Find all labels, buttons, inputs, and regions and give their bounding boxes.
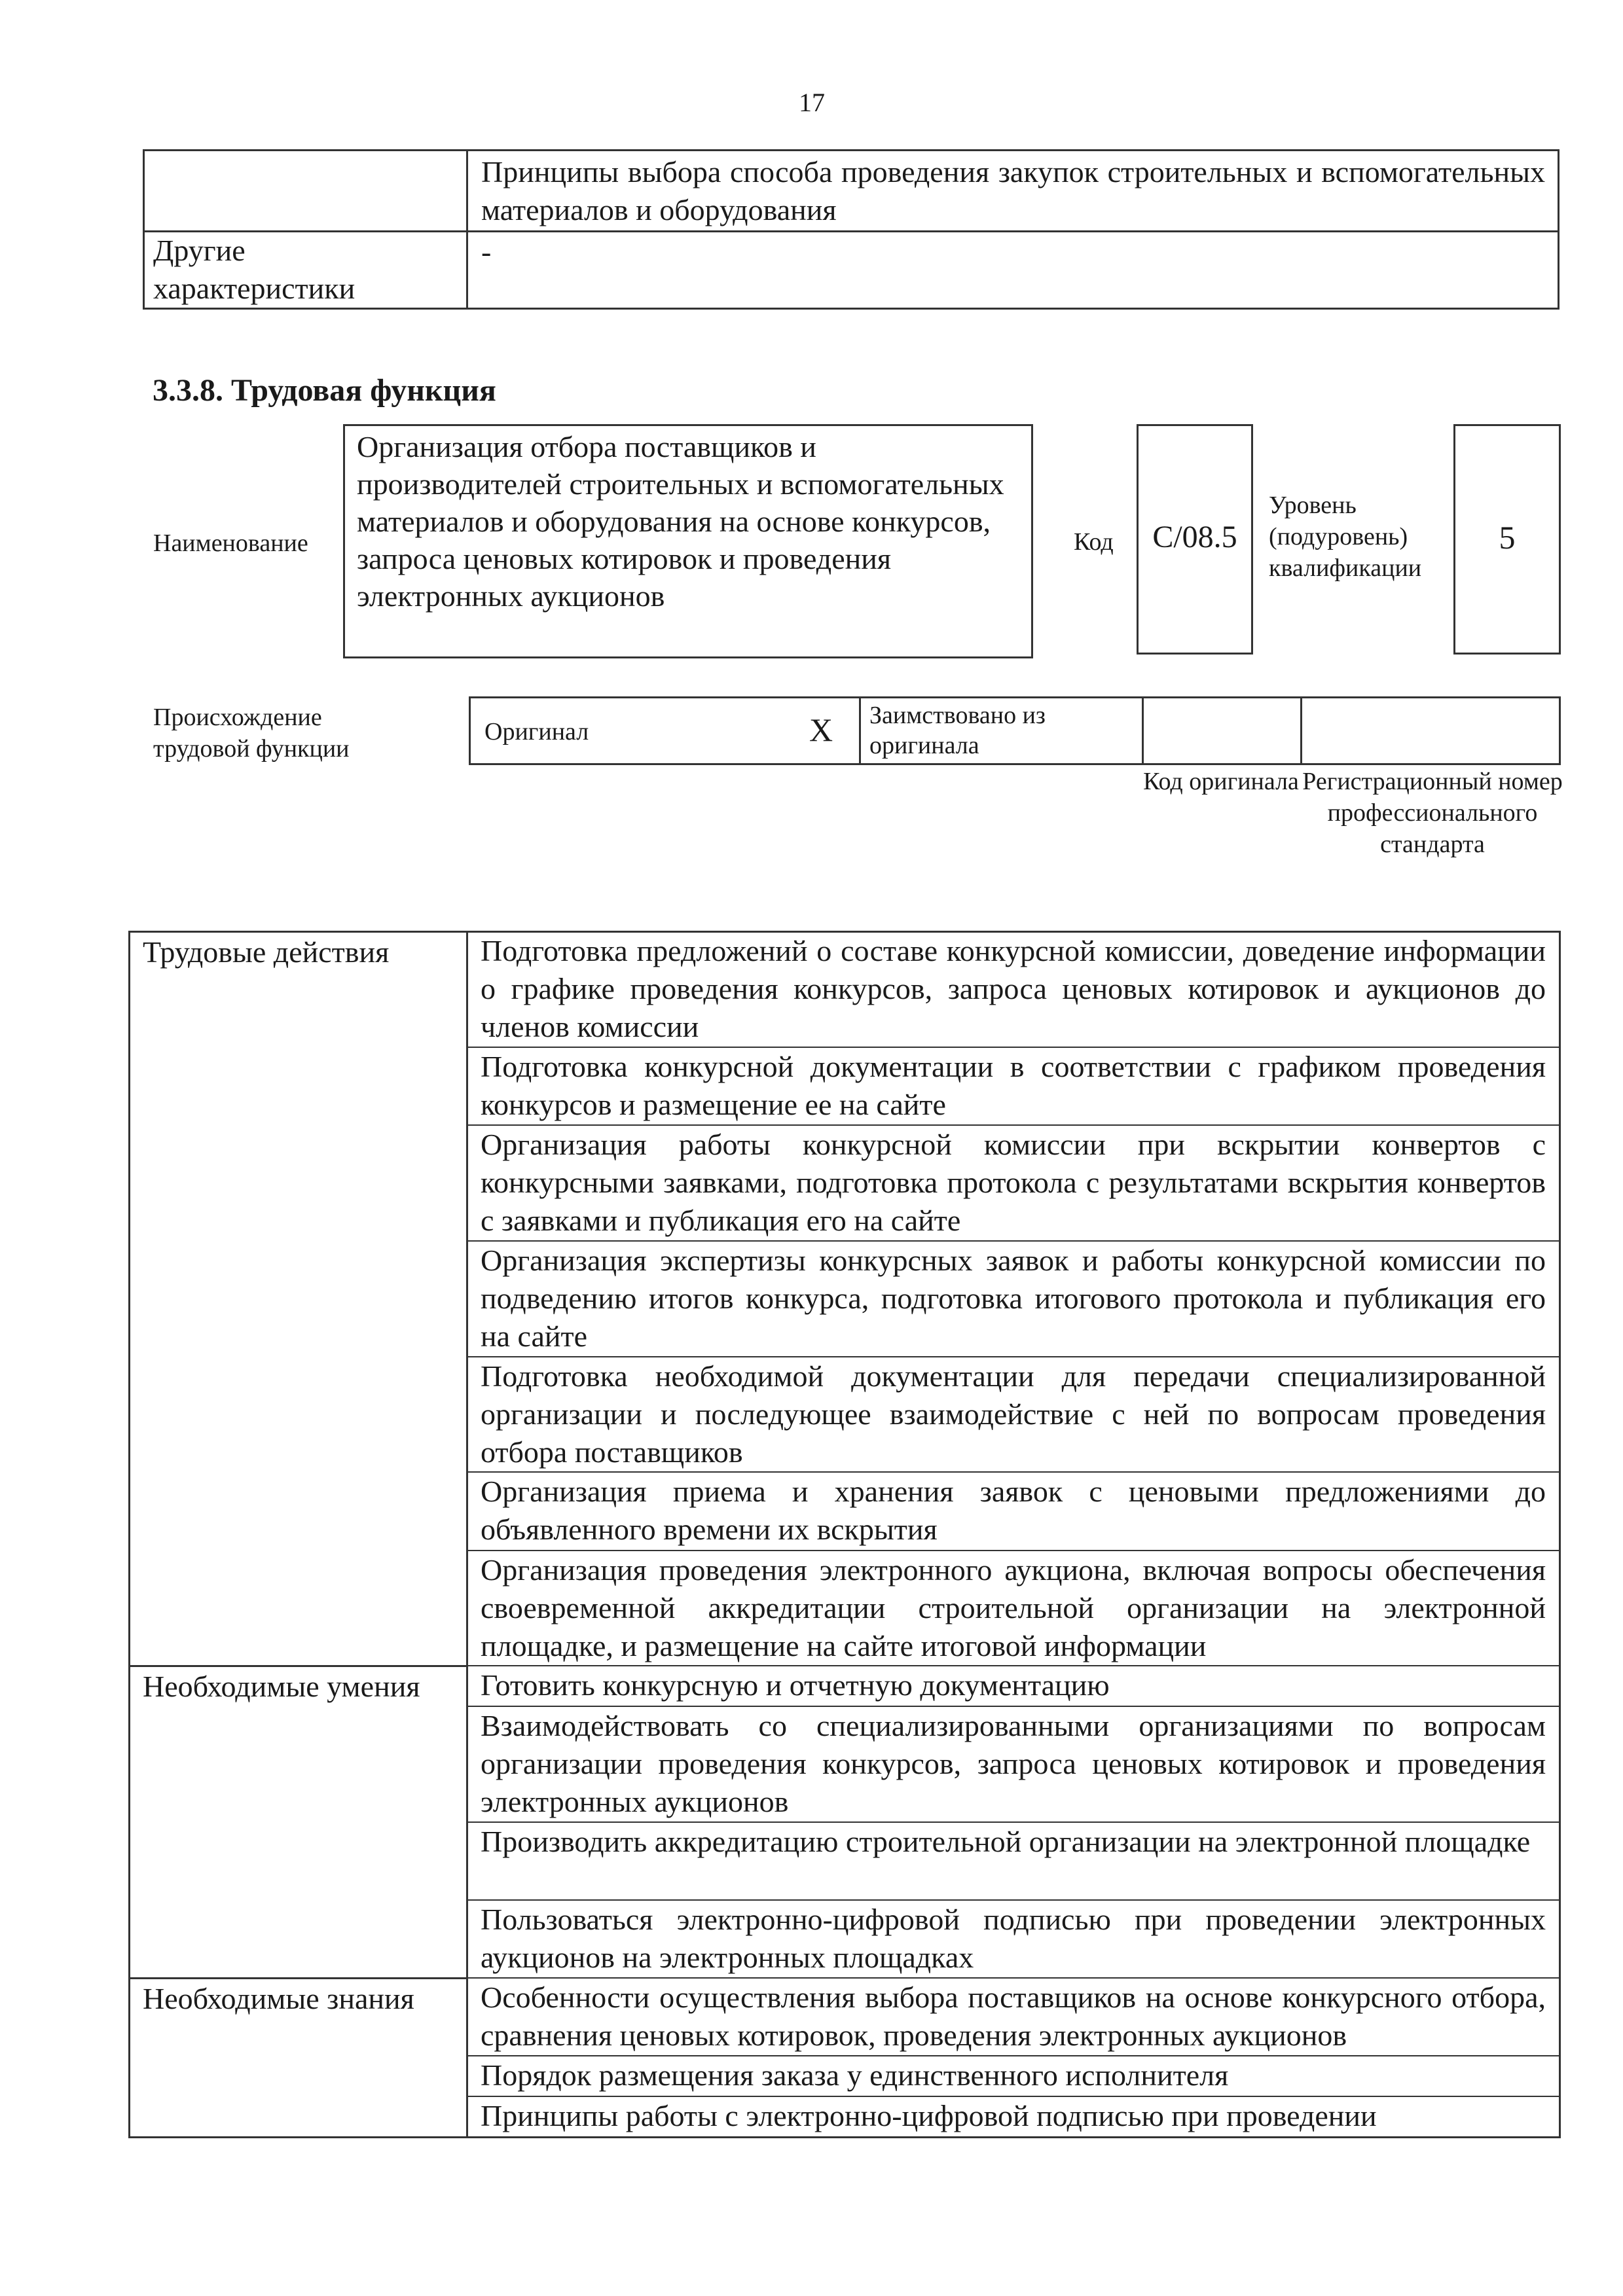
table-rule <box>128 1665 466 1667</box>
table-rule <box>466 931 468 2138</box>
table-row: Подготовка предложений о составе конкурсной комиссии, доведение информации о графике проведения конкурсов, запроса ценовых котировок и аукционов до членов комиссии <box>481 934 1546 1043</box>
table-rule <box>128 931 130 2138</box>
level-label: Уровень (подуровень) квалификации <box>1269 492 1422 582</box>
table-row: Принципы работы с электронно-цифровой подписью при проведении <box>481 2099 1377 2132</box>
table-row: Порядок размещения заказа у единственного исполнителя <box>481 2058 1229 2092</box>
group-label: Необходимые умения <box>143 1670 420 1704</box>
table-row: Организация приема и хранения заявок с ценовыми предложениями до объявленного времени их вскрытия <box>481 1475 1546 1547</box>
reg-number-caption: Регистрационный номер профессионального стандарта <box>1302 768 1563 858</box>
original-label: Оригинал <box>484 718 589 745</box>
table-row: Организация экспертизы конкурсных заявок и работы конкурсной комиссии по подведению итогов конкурса, подготовка итогового протокола и публикация его на сайте <box>481 1243 1546 1353</box>
code-value: C/08.5 <box>1152 520 1237 554</box>
table-row: Особенности осуществления выбора поставщиков на основе конкурсного отбора, сравнения ценовых котировок, проведения электронных аукционов <box>481 1981 1546 2053</box>
table-row: Пользоваться электронно-цифровой подписью при проведении электронных аукционов на электронных площадках <box>481 1903 1546 1974</box>
table-row: Организация проведения электронного аукциона, включая вопросы обеспечения своевременной аккредитации строительной организации на электронной площадке, и размещение на сайте итоговой информации <box>481 1552 1546 1662</box>
level-value: 5 <box>1499 519 1516 556</box>
group-label: Трудовые действия <box>143 935 390 969</box>
table-rule <box>128 2136 1561 2138</box>
table-row: Организация работы конкурсной комиссии при вскрытии конвертов с конкурсными заявками, подготовка протокола с результатами вскрытия конвертов с заявками и публикация его на сайте <box>481 1128 1546 1237</box>
page-number: 17 <box>799 88 825 117</box>
table-row: Производить аккредитацию строительной организации на электронной площадке <box>481 1824 1531 1858</box>
code-label: Код <box>1074 528 1114 556</box>
other-characteristics-label: Другие характеристики <box>153 234 356 305</box>
table-row: Подготовка конкурсной документации в соответствии с графиком проведения конкурсов и размещение ее на сайте <box>481 1049 1546 1121</box>
table-rule <box>128 1977 466 1979</box>
top-table-principles-text: Принципы выбора способа проведения закупок строительных и вспомогательных материалов и оборудования <box>481 155 1545 226</box>
table-row: Подготовка необходимой документации для передачи специализированной организации и последующее взаимодействие с ней по вопросам проведения отбора поставщиков <box>481 1359 1546 1469</box>
borrowed-label: Заимствовано из оригинала <box>869 702 1046 759</box>
code-original-caption: Код оригинала <box>1143 768 1299 795</box>
name-label: Наименование <box>153 529 308 557</box>
origin-label: Происхождение трудовой функции <box>153 704 350 762</box>
other-characteristics-value: - <box>481 235 492 268</box>
original-mark: X <box>809 711 833 748</box>
table-rule <box>1559 931 1561 2138</box>
table-row: Готовить конкурсную и отчетную документацию <box>481 1668 1110 1702</box>
group-label: Необходимые знания <box>143 1982 414 2016</box>
section-title: 3.3.8. Трудовая функция <box>153 373 496 408</box>
name-value: Организация отбора поставщиков и производителей строительных и вспомогательных материалов и оборудования на основе конкурсов, запроса ценовых котировок и проведения электронных аукционов <box>357 430 1004 613</box>
table-row: Взаимодействовать со специализированными организациями по вопросам организации проведения конкурсов, запроса ценовых котировок и проведения электронных аукционов <box>481 1709 1546 1818</box>
